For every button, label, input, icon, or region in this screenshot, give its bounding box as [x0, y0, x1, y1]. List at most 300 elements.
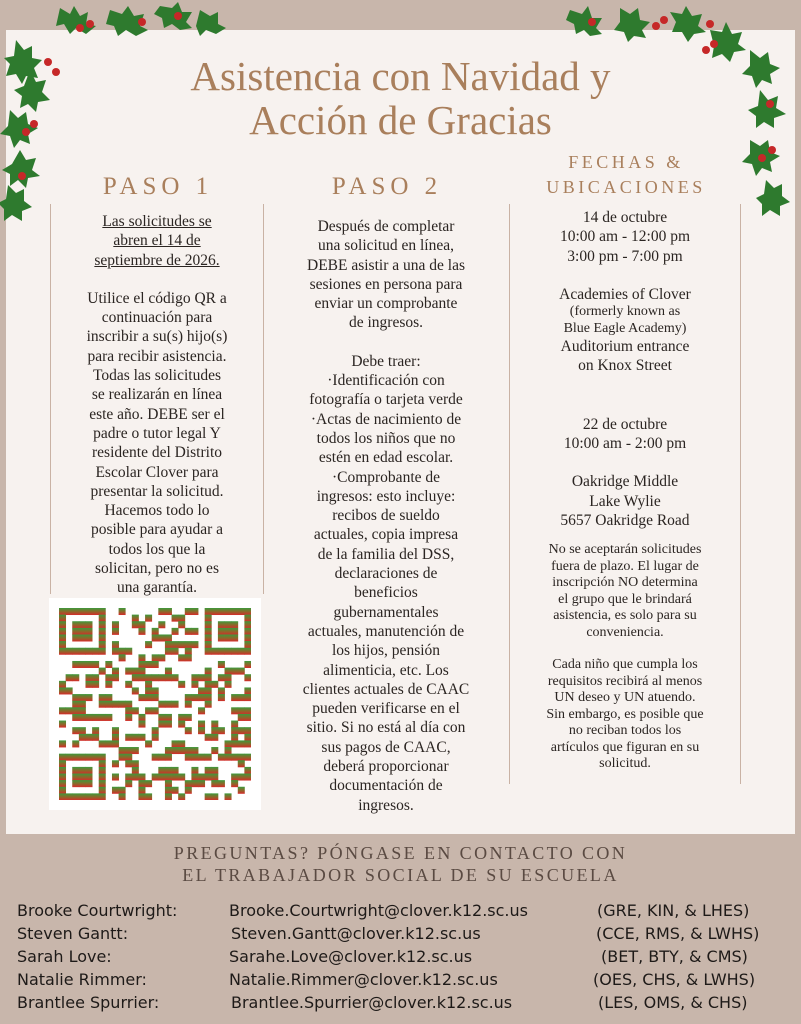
qr-module: [72, 661, 79, 668]
qr-module: [59, 740, 66, 747]
step1-intro: [55, 212, 259, 270]
qr-module: [105, 701, 112, 708]
qr-module: [178, 681, 185, 688]
qr-module: [244, 687, 251, 694]
contact-email[interactable]: Natalie.Rimmer@clover.k12.sc.us: [229, 970, 498, 989]
qr-module: [59, 760, 66, 767]
text-line: residente del Distrito: [92, 444, 222, 462]
qr-module: [158, 754, 165, 761]
qr-module: [79, 734, 86, 741]
text-line: todos los que la: [108, 540, 206, 558]
contact-schools: (LES, OMS, & CHS): [598, 993, 748, 1012]
session-entrance: Auditorium entrance: [560, 338, 690, 356]
qr-module: [145, 780, 152, 787]
qr-module: [59, 648, 66, 655]
qr-module: [138, 674, 145, 681]
text-line: no reciban todos los: [568, 723, 682, 739]
qr-module: [178, 621, 185, 628]
qr-module: [59, 634, 66, 641]
step1-heading: PASO 1: [102, 173, 214, 200]
qr-module: [138, 621, 145, 628]
text-line: alimenticia, etc. Los: [323, 661, 449, 679]
qr-module: [185, 714, 192, 721]
qr-module: [138, 661, 145, 668]
qr-module: [178, 615, 185, 622]
qr-module: [92, 674, 99, 681]
qr-module: [178, 793, 185, 800]
qr-module: [238, 740, 245, 747]
qr-module: [231, 628, 238, 635]
qr-module: [152, 654, 159, 661]
qr-module: [132, 668, 139, 675]
qr-module: [112, 668, 119, 675]
qr-module: [231, 707, 238, 714]
text-line: Las solicitudes se: [102, 213, 212, 230]
qr-module: [79, 774, 86, 781]
qr-module: [225, 608, 232, 615]
qr-module: [191, 681, 198, 688]
text-line: fuera de plazo. El lugar de: [551, 558, 699, 574]
qr-module: [211, 734, 218, 741]
qr-module: [244, 754, 251, 761]
qr-module: [185, 747, 192, 754]
qr-module: [72, 754, 79, 761]
dates-heading-line-2: UBICACIONES: [546, 177, 706, 197]
qr-module: [145, 707, 152, 714]
qr-module: [92, 714, 99, 721]
step2-bring-list: [268, 352, 504, 815]
column-divider: [263, 204, 264, 594]
qr-module: [112, 734, 119, 741]
qr-module: [152, 727, 159, 734]
qr-module: [132, 615, 139, 622]
qr-module: [138, 714, 145, 721]
qr-module: [205, 648, 212, 655]
qr-module: [72, 628, 79, 635]
qr-module: [138, 787, 145, 794]
qr-module: [125, 780, 132, 787]
qr-module: [132, 774, 139, 781]
qr-module: [218, 687, 225, 694]
qr-module: [225, 793, 232, 800]
qr-module: [112, 628, 119, 635]
session-place: Lake Wylie: [589, 492, 661, 510]
qr-module: [152, 661, 159, 668]
qr-module: [92, 608, 99, 615]
qr-module: [205, 701, 212, 708]
qr-module: [185, 787, 192, 794]
session-place: Oakridge Middle: [571, 473, 679, 491]
text-line: recibos de sueldo: [332, 507, 440, 525]
qr-module: [99, 787, 106, 794]
qr-module: [165, 780, 172, 787]
text-line: fotografía o tarjeta verde: [309, 391, 463, 409]
qr-module: [211, 681, 218, 688]
qr-module: [72, 634, 79, 641]
text-line: declaraciones de: [334, 565, 438, 583]
qr-module: [225, 747, 232, 754]
qr-module: [79, 780, 86, 787]
step2-heading: PASO 2: [331, 173, 443, 200]
qr-module: [191, 767, 198, 774]
text-line: posible para ayudar a: [90, 521, 224, 539]
qr-module: [99, 648, 106, 655]
text-line: presentar la solicitud.: [90, 482, 224, 500]
text-line: todos los niños que no: [316, 429, 456, 447]
qr-module: [185, 727, 192, 734]
qr-module: [112, 787, 119, 794]
qr-module: [145, 687, 152, 694]
qr-module: [85, 694, 92, 701]
qr-module: [191, 747, 198, 754]
qr-module: [138, 793, 145, 800]
text-line: padre o tutor legal Y: [93, 424, 221, 442]
qr-module: [172, 740, 179, 747]
qr-module: [165, 668, 172, 675]
session-date: 14 de octubre: [582, 209, 668, 226]
qr-module: [145, 674, 152, 681]
qr-module: [185, 654, 192, 661]
qr-module: [205, 621, 212, 628]
qr-module: [231, 780, 238, 787]
qr-module: [145, 661, 152, 668]
qr-module: [119, 701, 126, 708]
qr-module: [198, 687, 205, 694]
qr-module: [112, 674, 119, 681]
qr-module: [79, 608, 86, 615]
qr-module: [165, 674, 172, 681]
qr-module: [99, 760, 106, 767]
contact-email[interactable]: Brooke.Courtwright@clover.k12.sc.us: [229, 901, 528, 920]
qr-module: [185, 701, 192, 708]
qr-module: [191, 628, 198, 635]
qr-module: [125, 668, 132, 675]
qr-module: [145, 641, 152, 648]
qr-module: [244, 767, 251, 774]
qr-module: [59, 608, 66, 615]
qr-module: [165, 608, 172, 615]
text-line: Cada niño que cumpla los: [552, 657, 698, 673]
qr-module: [238, 760, 245, 767]
qr-module: [99, 714, 106, 721]
session-place: 5657 Oakridge Road: [560, 511, 690, 529]
contact-email[interactable]: Steven.Gantt@clover.k12.sc.us: [231, 924, 481, 943]
qr-module: [218, 727, 225, 734]
qr-module: [72, 674, 79, 681]
session-2: [512, 415, 738, 530]
qr-module: [172, 787, 179, 794]
qr-module: [218, 634, 225, 641]
qr-module: [79, 694, 86, 701]
qr-module: [225, 681, 232, 688]
qr-module: [79, 628, 86, 635]
qr-module: [92, 661, 99, 668]
qr-module: [72, 727, 79, 734]
qr-module: [225, 674, 232, 681]
qr-module: [165, 648, 172, 655]
text-line: documentación de: [329, 777, 443, 795]
qr-module: [105, 714, 112, 721]
qr-module: [112, 774, 119, 781]
contact-name: Brooke Courtwright:: [17, 901, 178, 920]
dates-heading: [510, 150, 742, 200]
text-line: clientes actuales de CAAC: [302, 680, 470, 698]
session-time: 10:00 am - 2:00 pm: [563, 435, 687, 453]
text-line: el grupo que le brindará: [558, 591, 692, 607]
qr-module: [165, 767, 172, 774]
qr-module: [119, 754, 126, 761]
text-line: beneficios: [354, 584, 418, 602]
qr-module: [205, 754, 212, 761]
qr-module: [225, 740, 232, 747]
qr-module: [185, 694, 192, 701]
qr-module: [185, 648, 192, 655]
qr-module: [172, 767, 179, 774]
qr-module: [99, 701, 106, 708]
contact-name: Steven Gantt:: [17, 924, 129, 943]
qr-module: [152, 774, 159, 781]
qr-module: [205, 687, 212, 694]
text-line: solicitan, pero no es: [95, 560, 219, 578]
qr-module: [92, 793, 99, 800]
qr-module: [66, 674, 73, 681]
qr-module: [72, 774, 79, 781]
contact-email[interactable]: Sarahe.Love@clover.k12.sc.us: [229, 947, 473, 966]
title-line-1: Asistencia con Navidad y: [190, 53, 611, 99]
text-line: UN deseo y UN atuendo.: [554, 690, 696, 706]
qr-module: [99, 740, 106, 747]
qr-module: [59, 615, 66, 622]
qr-module: [225, 628, 232, 635]
qr-module: [191, 780, 198, 787]
contact-name: Sarah Love:: [17, 947, 112, 966]
qr-module: [211, 767, 218, 774]
qr-module: [172, 747, 179, 754]
contact-email[interactable]: Brantlee.Spurrier@clover.k12.sc.us: [231, 993, 513, 1012]
qr-code-icon[interactable]: [49, 598, 261, 810]
qr-module: [99, 767, 106, 774]
qr-module: [145, 681, 152, 688]
qr-module: [225, 621, 232, 628]
qr-module: [79, 707, 86, 714]
qr-module: [165, 721, 172, 728]
text-line: Escolar Clover para: [95, 463, 219, 481]
qr-module: [231, 648, 238, 655]
qr-module: [211, 608, 218, 615]
qr-module: [99, 621, 106, 628]
text-line: conveniencia.: [586, 624, 664, 640]
qr-module: [59, 707, 66, 714]
qr-module: [72, 621, 79, 628]
qr-module: [244, 714, 251, 721]
dates-heading-line-1: FECHAS &: [568, 152, 684, 172]
qr-module: [79, 727, 86, 734]
qr-module: [99, 694, 106, 701]
text-line: inscribir a su(s) hijo(s): [86, 328, 228, 346]
qr-module: [244, 628, 251, 635]
text-line: enviar un comprobante: [314, 295, 458, 313]
text-line: Debe traer:: [351, 352, 421, 370]
qr-module: [145, 793, 152, 800]
qr-module: [112, 740, 119, 747]
contact-heading-line-2: EL TRABAJADOR SOCIAL DE SU ESCUELA: [182, 865, 619, 885]
qr-module: [158, 634, 165, 641]
step2-column: [268, 217, 504, 815]
qr-module: [218, 621, 225, 628]
qr-module: [178, 721, 185, 728]
qr-module: [152, 754, 159, 761]
qr-module: [125, 754, 132, 761]
text-line: sus pagos de CAAC,: [321, 738, 451, 756]
qr-module: [119, 654, 126, 661]
text-line: ·Actas de nacimiento de: [310, 410, 462, 428]
qr-module: [211, 780, 218, 787]
qr-module: [92, 648, 99, 655]
qr-module: [59, 793, 66, 800]
qr-module: [244, 615, 251, 622]
step1-body: [55, 289, 259, 598]
qr-module: [145, 615, 152, 622]
title-line-2: Acción de Gracias: [249, 97, 552, 143]
text-line: los hijos, pensión: [331, 642, 441, 660]
qr-module: [178, 654, 185, 661]
qr-module: [211, 747, 218, 754]
text-line: Todas las solicitudes: [92, 367, 222, 385]
qr-module: [138, 721, 145, 728]
qr-module: [165, 714, 172, 721]
qr-module: [132, 760, 139, 767]
qr-module: [244, 740, 251, 747]
qr-module: [178, 747, 185, 754]
qr-module: [85, 621, 92, 628]
qr-module: [119, 648, 126, 655]
qr-module: [191, 641, 198, 648]
qr-module: [205, 615, 212, 622]
qr-module: [132, 687, 139, 694]
notice-wishes: [512, 657, 738, 773]
qr-module: [205, 767, 212, 774]
qr-module: [191, 694, 198, 701]
qr-module: [105, 740, 112, 747]
qr-module: [59, 767, 66, 774]
qr-module: [211, 721, 218, 728]
qr-module: [125, 747, 132, 754]
qr-module: [165, 634, 172, 641]
qr-module: [99, 793, 106, 800]
qr-module: [112, 641, 119, 648]
contact-heading: [0, 842, 801, 886]
text-line: Después de completar: [317, 218, 455, 235]
qr-module: [198, 721, 205, 728]
qr-module: [211, 648, 218, 655]
step1-column: [55, 212, 259, 598]
qr-module: [158, 714, 165, 721]
qr-module: [59, 780, 66, 787]
qr-module: [138, 628, 145, 635]
qr-module: [238, 714, 245, 721]
qr-module: [138, 694, 145, 701]
qr-module: [238, 668, 245, 675]
qr-module: [72, 608, 79, 615]
qr-module: [72, 740, 79, 747]
session-date: 22 de octubre: [582, 415, 668, 433]
qr-module: [244, 694, 251, 701]
qr-module: [138, 780, 145, 787]
qr-module: [59, 774, 66, 781]
qr-module: [79, 648, 86, 655]
qr-module: [66, 754, 73, 761]
qr-module: [238, 608, 245, 615]
qr-module: [99, 608, 106, 615]
qr-module: [145, 740, 152, 747]
qr-module: [99, 754, 106, 761]
qr-module: [66, 648, 73, 655]
text-line: gubernamentales: [333, 603, 439, 621]
qr-module: [158, 674, 165, 681]
contact-schools: (BET, BTY, & CMS): [601, 947, 748, 966]
qr-module: [172, 674, 179, 681]
qr-module: [231, 694, 238, 701]
qr-module: [172, 648, 179, 655]
qr-module: [59, 754, 66, 761]
qr-module: [158, 654, 165, 661]
text-line: se realizarán en línea: [91, 386, 223, 404]
qr-module: [85, 767, 92, 774]
text-line: inscripción NO determina: [552, 575, 698, 591]
qr-module: [238, 707, 245, 714]
qr-module: [238, 754, 245, 761]
session-place: Academies of Clover: [559, 285, 691, 303]
qr-module: [205, 634, 212, 641]
qr-module: [158, 767, 165, 774]
qr-module: [85, 793, 92, 800]
qr-module: [99, 634, 106, 641]
qr-module: [59, 687, 66, 694]
qr-module: [132, 674, 139, 681]
text-line: de ingresos.: [348, 314, 424, 332]
qr-module: [244, 634, 251, 641]
text-line: requisitos recibirá al menos: [547, 673, 703, 689]
qr-module: [85, 774, 92, 781]
contact-name: Natalie Rimmer:: [17, 970, 147, 989]
qr-module: [198, 774, 205, 781]
qr-module: [244, 707, 251, 714]
qr-module: [125, 760, 132, 767]
qr-module: [191, 754, 198, 761]
contact-row: [0, 947, 801, 969]
qr-module: [165, 774, 172, 781]
qr-module: [225, 754, 232, 761]
qr-module: [152, 628, 159, 635]
qr-module: [178, 740, 185, 747]
qr-module: [99, 780, 106, 787]
qr-module: [72, 694, 79, 701]
qr-module: [165, 787, 172, 794]
qr-module: [218, 694, 225, 701]
text-line: abren el 14 de: [113, 232, 201, 250]
qr-module: [198, 780, 205, 787]
qr-module: [165, 793, 172, 800]
qr-module: [79, 767, 86, 774]
qr-module: [218, 648, 225, 655]
qr-module: [211, 727, 218, 734]
qr-module: [125, 734, 132, 741]
text-line: ·Comprobante de: [331, 468, 441, 486]
qr-module: [244, 674, 251, 681]
page-title: [0, 54, 801, 142]
qr-module: [218, 674, 225, 681]
qr-module: [185, 780, 192, 787]
